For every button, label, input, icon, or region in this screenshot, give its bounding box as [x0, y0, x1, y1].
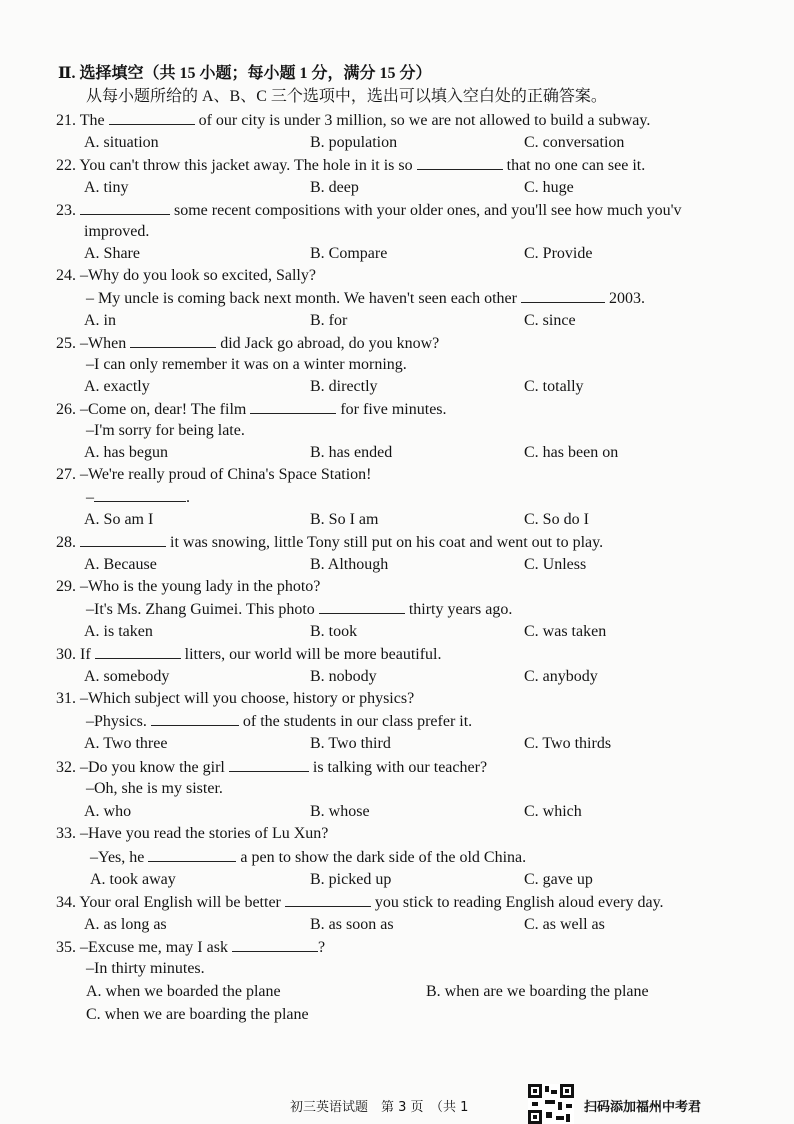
option-a: A. tiny — [84, 179, 129, 196]
answer-blank — [151, 711, 239, 726]
option-c: C. anybody — [524, 668, 598, 685]
answer-blank — [285, 892, 371, 907]
option-b: B. directly — [310, 378, 378, 395]
stem-text: – — [86, 489, 94, 506]
option-c: C. since — [524, 312, 576, 329]
section-title: Ⅱ. 选择填空（共 15 小题；每小题 1 分，满分 15 分） — [58, 65, 432, 82]
option-b: B. Two third — [310, 735, 391, 752]
answer-blank — [130, 333, 216, 348]
option-c: C. gave up — [524, 871, 593, 888]
stem-text: 22. You can't throw this jacket away. The hole in it is so — [56, 157, 413, 174]
stem-text: 26. –Come on, dear! The film — [56, 401, 247, 418]
stem-text: ? — [317, 939, 326, 956]
question-31-stem-line1: 31. –Which subject will you choose, history or physics? — [56, 690, 415, 707]
option-c: C. So do I — [524, 511, 589, 528]
stem-text: of the students in our class prefer it. — [242, 713, 473, 730]
stem-text: is talking with our teacher? — [312, 759, 488, 776]
question-22-stem — [56, 155, 645, 176]
stem-text: 25. –When — [56, 335, 127, 352]
question-31-stem — [86, 711, 472, 732]
option-b: B. whose — [310, 803, 370, 820]
stem-text: 30. If — [56, 646, 91, 663]
qr-banner-text: 扫码添加福州中考君 — [584, 1100, 702, 1115]
answer-blank — [229, 757, 309, 772]
question-33-stem — [90, 847, 526, 868]
option-a: A. in — [84, 312, 116, 329]
option-a: A. exactly — [84, 378, 150, 395]
option-b: B. Although — [310, 556, 389, 573]
stem-text: you stick to reading English aloud every day. — [374, 894, 664, 911]
question-35-stem-line2: –In thirty minutes. — [86, 960, 205, 977]
answer-blank — [521, 288, 605, 303]
question-24-stem — [86, 288, 645, 309]
stem-text: 34. Your oral English will be better — [56, 894, 281, 911]
stem-text: –Yes, he — [90, 849, 145, 866]
stem-text: 28. — [56, 534, 76, 551]
qr-code-icon[interactable] — [528, 1084, 574, 1124]
option-a: A. somebody — [84, 668, 170, 685]
question-27-stem — [86, 487, 190, 508]
stem-text: for five minutes. — [340, 401, 447, 418]
option-a: A. Because — [84, 556, 157, 573]
stem-text: 2003. — [608, 290, 645, 307]
answer-blank — [94, 487, 186, 502]
answer-blank — [232, 937, 318, 952]
option-b: B. took — [310, 623, 358, 640]
question-29-stem — [86, 599, 512, 620]
option-b: B. has ended — [310, 444, 393, 461]
option-c: C. conversation — [524, 134, 625, 151]
option-a: A. when we boarded the plane — [86, 983, 281, 1000]
question-25-stem — [56, 333, 439, 354]
answer-blank — [250, 399, 336, 414]
stem-text: litters, our world will be more beautiful. — [184, 646, 442, 663]
stem-text: –Physics. — [86, 713, 147, 730]
question-30-stem — [56, 644, 441, 665]
option-a: A. as long as — [84, 916, 167, 933]
stem-text: some recent compositions with your older ones, and you'll see how much you'v — [174, 202, 682, 219]
stem-text: a pen to show the dark side of the old China. — [240, 849, 527, 866]
question-32-stem — [56, 757, 487, 778]
section-instruction: 从每小题所给的 A、B、C 三个选项中，选出可以填入空白处的正确答案。 — [86, 88, 607, 105]
option-c: C. Two thirds — [524, 735, 612, 752]
question-34-stem — [56, 892, 664, 913]
option-b: B. as soon as — [310, 916, 394, 933]
option-c: C. when we are boarding the plane — [86, 1006, 309, 1023]
option-a: A. is taken — [84, 623, 153, 640]
question-26-stem — [56, 399, 447, 420]
option-a: A. who — [84, 803, 132, 820]
option-b: B. when are we boarding the plane — [426, 983, 649, 1000]
question-28-stem — [56, 532, 603, 553]
option-c: C. Unless — [524, 556, 587, 573]
question-33-stem-line1: 33. –Have you read the stories of Lu Xun? — [56, 825, 329, 842]
stem-text: did Jack go abroad, do you know? — [220, 335, 440, 352]
option-c: C. as well as — [524, 916, 605, 933]
stem-text: 32. –Do you know the girl — [56, 759, 225, 776]
stem-text: thirty years ago. — [408, 601, 513, 618]
option-b: B. picked up — [310, 871, 392, 888]
question-23-stem — [56, 200, 681, 221]
option-c: C. totally — [524, 378, 584, 395]
answer-blank — [417, 155, 503, 170]
option-c: C. huge — [524, 179, 574, 196]
answer-blank — [109, 110, 195, 125]
option-b: B. for — [310, 312, 348, 329]
option-a: A. Share — [84, 245, 140, 262]
stem-text: of our city is under 3 million, so we are not allowed to build a subway. — [198, 112, 651, 129]
stem-text: that no one can see it. — [506, 157, 646, 174]
answer-blank — [319, 599, 405, 614]
option-c: C. which — [524, 803, 582, 820]
question-32-stem-line2: –Oh, she is my sister. — [86, 780, 223, 797]
option-b: B. deep — [310, 179, 359, 196]
question-35-stem — [56, 937, 325, 958]
option-b: B. nobody — [310, 668, 377, 685]
stem-text: . — [186, 489, 190, 506]
question-24-stem-line1: 24. –Why do you look so excited, Sally? — [56, 267, 316, 284]
question-21-stem — [56, 110, 650, 131]
answer-blank — [80, 200, 170, 215]
stem-text: –It's Ms. Zhang Guimei. This photo — [86, 601, 315, 618]
stem-text: it was snowing, little Tony still put on his coat and went out to play. — [170, 534, 604, 551]
option-c: C. Provide — [524, 245, 593, 262]
question-23-stem-line2: improved. — [84, 223, 150, 240]
option-b: B. So I am — [310, 511, 379, 528]
option-a: A. situation — [84, 134, 159, 151]
option-a: A. Two three — [84, 735, 168, 752]
option-b: B. population — [310, 134, 398, 151]
option-b: B. Compare — [310, 245, 388, 262]
answer-blank — [148, 847, 236, 862]
option-a: A. has begun — [84, 444, 168, 461]
stem-text: 23. — [56, 202, 76, 219]
option-c: C. has been on — [524, 444, 619, 461]
answer-blank — [80, 532, 166, 547]
stem-text: 21. The — [56, 112, 105, 129]
option-a: A. So am I — [84, 511, 154, 528]
option-a: A. took away — [90, 871, 176, 888]
stem-text: – My uncle is coming back next month. We haven't seen each other — [86, 290, 517, 307]
question-25-stem-line2: –I can only remember it was on a winter morning. — [86, 356, 407, 373]
question-27-stem-line1: 27. –We're really proud of China's Space Station! — [56, 466, 372, 483]
option-c: C. was taken — [524, 623, 607, 640]
page-footer: 初三英语试题 第 3 页 （共 1 — [290, 1100, 469, 1115]
answer-blank — [95, 644, 181, 659]
stem-text: 35. –Excuse me, may I ask — [56, 939, 228, 956]
question-26-stem-line2: –I'm sorry for being late. — [86, 422, 245, 439]
question-29-stem-line1: 29. –Who is the young lady in the photo? — [56, 578, 321, 595]
